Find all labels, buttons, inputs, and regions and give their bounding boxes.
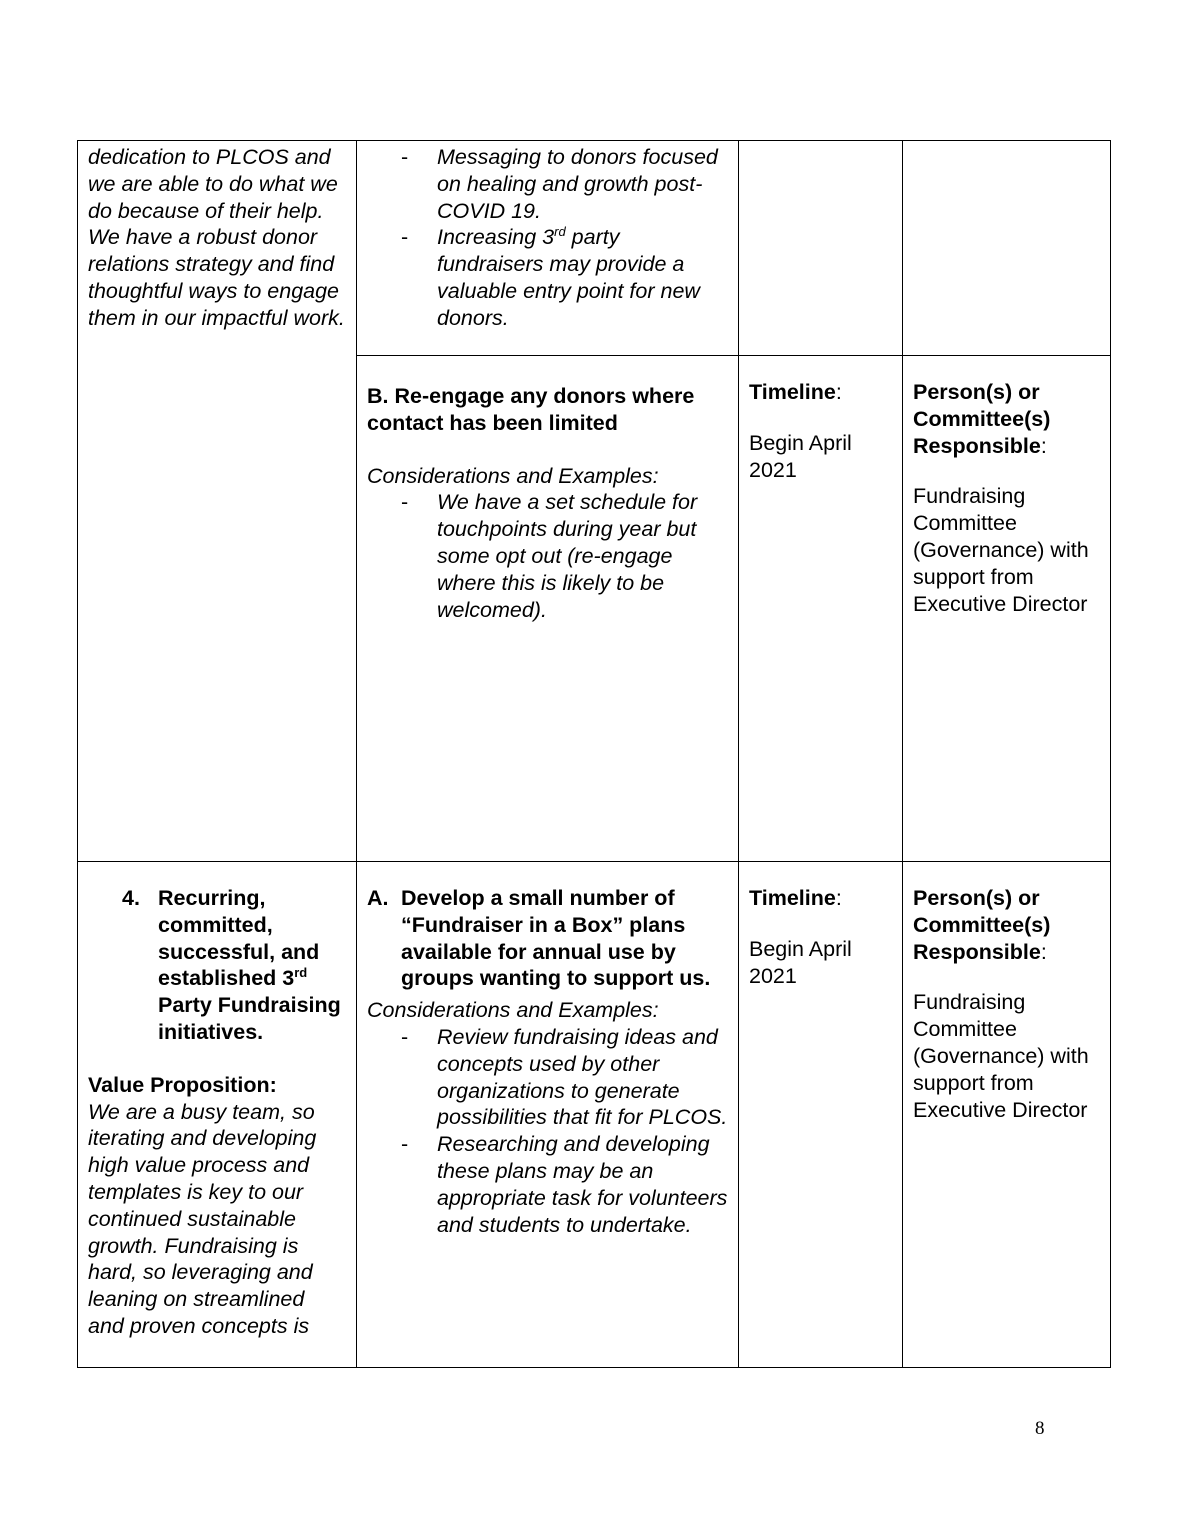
goal-cell [78,862,357,1368]
responsible-heading: Person(s) or Committee(s) Responsible: [913,886,1051,964]
strategy-cell [357,862,739,1368]
timeline-cell [739,141,903,356]
bullet-list [367,1024,728,1238]
bullet-list [367,144,728,332]
fundraising-plan-table [77,140,1111,1368]
strategy-title: B. Re-engage any donors where contact has been limited [367,384,695,435]
timeline-cell [739,862,903,1368]
page-number: 8 [1035,1418,1045,1439]
timeline-cell [739,356,903,862]
responsible-heading: Person(s) or Committee(s) Responsible: [913,380,1051,458]
list-item: - Review fundraising ideas and concepts used by other organizations to generate possibilities that fit for PLCOS. [367,1024,728,1131]
list-item: - Researching and developing these plans may be an appropriate task for volunteers and students to undertake. [367,1131,728,1238]
responsible-value: Fundraising Committee (Governance) with support from Executive Director [913,484,1089,616]
value-proposition-label: Value Proposition: [88,1072,277,1097]
list-item: - We have a set schedule for touchpoints during year but some opt out (re-engage where this is likely to be welcomed). [367,489,728,623]
strategy-title: A. Develop a small number of “Fundraiser in a Box” plans available for annual use by groups wanting to support us. [367,886,711,991]
timeline-heading: Timeline: [749,886,842,910]
responsible-value: Fundraising Committee (Governance) with support from Executive Director [913,990,1089,1122]
strategy-cell [357,356,739,862]
list-item: - Messaging to donors focused on healing and growth post-COVID 19. [367,144,728,224]
goal-cell [78,141,357,862]
responsible-cell [903,141,1111,356]
responsible-cell [903,862,1111,1368]
goal-title: 4. Recurring, committed, successful, and established 3rd Party Fundraising initiatives. [122,886,341,1044]
goal-continued-text: dedication to PLCOS and we are able to do what we do because of their help. We have a robust donor relations strategy and find thoughtful ways to engage them in our impactful work. [88,145,345,330]
timeline-heading: Timeline: [749,380,842,404]
list-item: - Increasing 3rd party fundraisers may provide a valuable entry point for new donors. [367,224,728,331]
considerations-label: Considerations and Examples: [367,998,659,1023]
timeline-value: Begin April 2021 [749,430,852,482]
timeline-value: Begin April 2021 [749,936,852,988]
bullet-list [367,489,728,623]
table-row [78,141,1111,356]
responsible-cell [903,356,1111,862]
table-row [78,862,1111,1368]
value-proposition-text: We are a busy team, so iterating and developing high value process and templates is key to our continued sustainable growth. Fundraising is hard, so leveraging and leaning on streamlined and proven concepts is [88,1099,317,1338]
strategy-cell [357,141,739,356]
considerations-label: Considerations and Examples: [367,463,659,488]
